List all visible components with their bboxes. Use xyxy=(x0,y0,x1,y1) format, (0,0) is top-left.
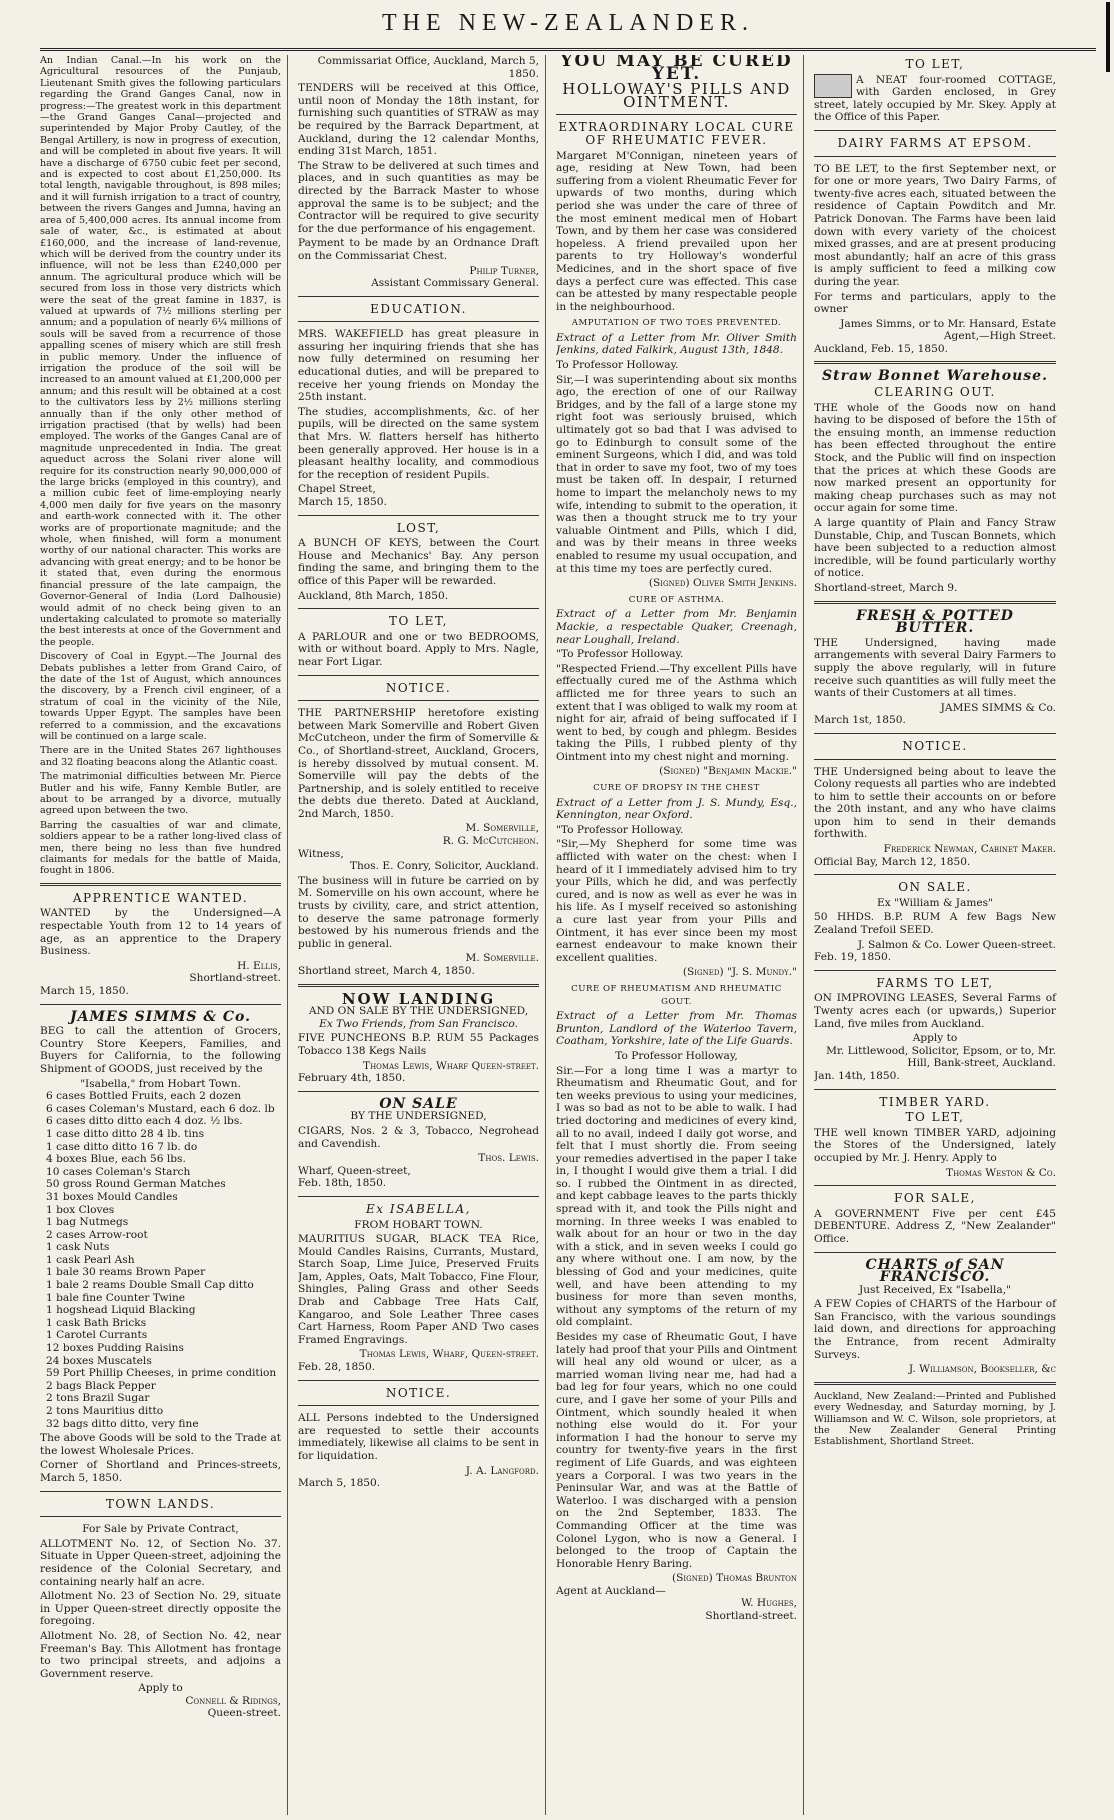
list-item: 1 bale 30 reams Brown Paper xyxy=(46,1266,206,1279)
partnership-notice-heading: NOTICE. xyxy=(385,680,452,695)
partnership-signature-3: M. Somerville. xyxy=(465,952,539,965)
bonnet-heading: Straw Bonnet Warehouse. xyxy=(822,368,1048,385)
gout-to: To Professor Holloway, xyxy=(615,1049,738,1062)
divider xyxy=(298,608,539,609)
list-item: 1 cask Bath Bricks xyxy=(46,1316,147,1329)
partnership-witness: Witness, xyxy=(298,847,344,860)
education-address: Chapel Street, xyxy=(298,483,376,496)
partnership-date: Shortland street, March 4, 1850. xyxy=(298,965,475,977)
imprint: Auckland, New Zealand:—Printed and Published every Wednesday, and Saturday morning, by J. Williamson and W. C. Wilson, sole proprietors, at the New Zealander General Printing Establishment, Shortland Street. xyxy=(814,1390,1056,1448)
asthma-subheading: Extract of a Letter from Mr. Benjamin Mackie, a respectable Quaker, Creenagh, near Loughall, Ireland. xyxy=(556,608,797,646)
divider xyxy=(814,361,1056,364)
parlour-text: A PARLOUR and one or two BEDROOMS, with or without board. Apply to Mrs. Nagle, near Fort Ligar. xyxy=(298,630,539,668)
partnership-witness-signature: Thos. E. Conry, Solicitor, Auckland. xyxy=(349,860,539,873)
timber-signature: Thomas Weston & Co. xyxy=(946,1166,1056,1179)
list-item: 1 case ditto ditto 16 7 lb. do xyxy=(46,1140,198,1153)
farms-heading: FARMS TO LET, xyxy=(876,975,994,990)
isabella-date: Feb. 28, 1850. xyxy=(298,1361,376,1374)
straw-text-2: The Straw to be delivered at such times and places, and in such quantities as may be directed by the Barrack Master to whose approval the same is to be subject; and the Contractor will be required to give security for the due performance of his engagement. xyxy=(298,159,539,235)
asthma-text: "Respected Friend.—Thy excellent Pills have effectually cured me of the Asthma which afflicted me for three years to such an extent that I was obliged to walk my room at night for air, afraid of being suffocated if I went to bed, by cough and phlegm. Besides taking the Pills, I rubbed plenty of thy Ointment into my chest night and morning. xyxy=(556,662,797,763)
butter-text: THE Undersigned, having made arrangements with several Dairy Farmers to supply the above regularly, will in future receive such quantities as will fully meet the wants of their Customers at all times. xyxy=(814,636,1056,700)
divider xyxy=(814,1382,1056,1385)
education-heading: EDUCATION. xyxy=(370,301,467,316)
bonnet-subheading: CLEARING OUT. xyxy=(874,385,996,400)
rum-sale-signature: J. Salmon & Co. Lower Queen-street. xyxy=(857,938,1056,951)
on-sale-heading: ON SALE xyxy=(379,1095,458,1112)
list-item: 2 cases Arrow-root xyxy=(46,1228,148,1241)
straw-role: Assistant Commissary General. xyxy=(371,277,539,290)
cure-text: Margaret M'Connigan, nineteen years of age, residing at New Town, had been suffering from a violent Rheumatic Fever for upwards of two months, during which period she was under the care of three of the most eminent medical men of Hobart Town, and by them her case was considered hopeless. A friend prevailed upon her parents to try Holloway's wonderful Medicines, and in the short space of five days a perfect cure was effected. This case can be attested by many respectable people in the neighbourhood. xyxy=(556,149,797,313)
columns xyxy=(40,55,1096,1815)
dropsy-text: "Sir,—My Shepherd for some time was afflicted with water on the chest: when I heard of it I immediately advised him to try your Pills, which he did, and was perfectly cured, and is now as well as ever he was in his life. As I myself received so astonishing a cure last year from your Pills and Ointment, it has ever since been my most earnest endeavour to make known their excellent qualities. xyxy=(556,838,797,964)
on-sale-text: CIGARS, Nos. 2 & 3, Tobacco, Negrohead and Cavendish. xyxy=(298,1124,539,1150)
list-item: 50 gross Round German Matches xyxy=(46,1178,226,1191)
agent-label: Agent at Auckland— xyxy=(556,1584,666,1597)
dropsy-subheading: Extract of a Letter from J. S. Mundy, Esq., Kennington, near Oxford. xyxy=(556,796,797,822)
asthma-heading: CURE OF ASTHMA. xyxy=(628,594,725,605)
butler-article: The matrimonial difficulties between Mr. Pierce Butler and his wife, Fanny Kemble Butler, are about to be arranged by a divorce, mutually agreed upon between the two. xyxy=(40,771,281,817)
cottage-heading: TO LET, xyxy=(905,57,965,71)
partnership-signature-1: M. Somerville, xyxy=(465,822,539,835)
apprentice-signature: H. Ellis, xyxy=(237,959,281,972)
town-text-3: Allotment No. 28, of Section No. 42, near Freeman's Bay. This Allotment has frontage to two principal streets, and adjoins a Government reserve. xyxy=(40,1629,281,1680)
divider xyxy=(814,874,1056,875)
amputation-text: Sir,—I was superintending about six months ago, the erection of one of our Railway Bridges, and by the fall of a large stone my right foot was seriously bruised, which ultimately got so bad that I was advised to go to Edinburgh to consult some of the eminent Surgeons, which I did, and was told that in order to save my foot, two of my toes must be taken off. In despair, I returned home to impart the melancholy news to my wife, intending to submit to the operation, it was then a thought struck me to try your valuable Ointment and Pills, which I did, and was by their means in three weeks enabled to resume my usual occupation, and at this time my toes are perfectly cured. xyxy=(556,373,797,575)
dairy-date: Auckland, Feb. 15, 1850. xyxy=(814,342,948,355)
simms-ship: "Isabella," from Hobart Town. xyxy=(80,1077,241,1090)
holloway-subheading: HOLLOWAY'S PILLS AND OINTMENT. xyxy=(562,80,791,111)
parlour-heading: TO LET, xyxy=(389,614,448,629)
amputation-signature: (Signed) Oliver Smith Jenkins. xyxy=(648,577,797,590)
charts-subheading: Just Received, Ex "Isabella," xyxy=(858,1283,1011,1296)
list-item: 1 cask Pearl Ash xyxy=(46,1253,135,1266)
divider xyxy=(298,515,539,516)
divider xyxy=(814,970,1056,971)
canal-article: An Indian Canal.—In his work on the Agricultural resources of the Punjaub, Lieutenant Smith gives the following particulars regarding the Grand Ganges Canal, now in progress:—The greatest work in this department—the Grand Ganges Canal—projected and superintended by Major Proby Cautley, of the Bengal Artillery, is now in progress of execution, and will be completed in about five years. It will have a discharge of 6750 cubic feet per second, and is expected to cost about £1,250,000. Its total length, navigable throughout, is 898 miles; and it will furnish irrigation to a tract of country, between the rivers Ganges and Jumna, having an area of 5,400,000 acres. Its annual income from sale of water, &c., is estimated at about £160,000, and the increase of land-revenue, which will be derived from the country under its influence, will not be less than £240,000 per annum. The agricultural produce which will be secured from loss in those very districts which were the seat of the great famine in 1837, is valued at upwards of 7½ millions sterling per annum; and a population of nearly 6¼ millions of souls will be saved from a recurrence of those appalling scenes of misery which are still fresh in public memory. Under the influence of irrigation the produce of the soil will be increased to an amount valued at £1,200,000 per annum; and this result will be obtained at a cost to the cultivators less by 2½ millions sterling annually than if the only other method of irrigation practised (that by wells) had been employed. The works of the Ganges Canal are of magnitude unprecedented in India. The great aqueduct across the Solani river alone will require for its construction nearly 90,000,000 of the large bricks (employed in this country), and a million cubic feet of lime-employing nearly 4,000 men daily for five years on the masonry and earth-work connected with it. The other works are of proportionate magnitude; and the whole, when finished, will form a monument worthy of our national character. This works are advancing with great energy; and to be honor be it stated that, even during the enormous financial pressure of the late campaign, the Governor-General of India (Lord Dalhousie) would admit of no check being given to an undertaking calculated to promote so materially the best interests at once of the Government and the people. xyxy=(40,55,281,648)
notice-2-heading: NOTICE. xyxy=(385,1385,452,1400)
list-item: 32 bags ditto ditto, very fine xyxy=(46,1417,199,1430)
column-3 xyxy=(556,55,804,1815)
on-sale-address: Wharf, Queen-street, xyxy=(298,1164,411,1177)
divider xyxy=(40,1491,281,1492)
on-sale-subheading: BY THE UNDERSIGNED, xyxy=(350,1110,487,1123)
simms-heading: JAMES SIMMS & Co. xyxy=(70,1008,251,1025)
landing-heading: NOW LANDING xyxy=(341,989,496,1008)
agent-name: W. Hughes, xyxy=(741,1597,797,1610)
apprentice-date: March 15, 1850. xyxy=(40,985,129,997)
debenture-text: A GOVERNMENT Five per cent £45 DEBENTURE. Address Z, "New Zealander" Office. xyxy=(814,1207,1056,1245)
cure-heading: EXTRAORDINARY LOCAL CURE OF RHEUMATIC FEVER. xyxy=(558,120,795,147)
divider xyxy=(814,1252,1056,1253)
amputation-heading: AMPUTATION OF TWO TOES PREVENTED. xyxy=(571,318,782,329)
town-text-1: ALLOTMENT No. 12, of Section No. 37. Situate in Upper Queen-street, adjoining the residence of the Colonial Secretary, and containing nearly half an acre. xyxy=(40,1537,281,1588)
landing-signature: Thomas Lewis, Wharf Queen-street. xyxy=(363,1059,539,1072)
dropsy-to: "To Professor Holloway. xyxy=(556,823,684,836)
town-signature: Connell & Ridings, xyxy=(185,1694,281,1707)
list-item: 24 boxes Muscatels xyxy=(46,1354,152,1367)
divider xyxy=(814,733,1056,734)
edge-bar xyxy=(1106,2,1110,72)
town-heading: TOWN LANDS. xyxy=(105,1496,216,1511)
on-sale-date: Feb. 18th, 1850. xyxy=(298,1177,387,1190)
farms-date: Jan. 14th, 1850. xyxy=(814,1069,900,1082)
list-item: 1 cask Nuts xyxy=(46,1241,110,1254)
town-apply: Apply to xyxy=(138,1682,183,1695)
asthma-signature: (Signed) "Benjamin Mackie." xyxy=(659,765,797,778)
gout-text: Sir.—For a long time I was a martyr to Rheumatism and Rheumatic Gout, and for ten weeks previous to using your medicines, I was so bad as not to be able to walk. I had tried doctoring and medicines of every kind, all to no avail, indeed I daily got worse, and felt that I must shortly die. From seeing your remedies advertised in the paper I take in, I thought I would give them a trial. I did so. I rubbed the Ointment in as directed, and kept cabbage leaves to the parts thickly spread with it, and took the Pills night and morning. In three weeks I was enabled to walk about for an hour or two in the day with a stick, and in seven weeks I could go any where without one. I am now, by the blessing of God and your medicines, quite well, and have been attending to my business for more than seven months, without any symptoms of the return of my old complaint. xyxy=(556,1064,797,1329)
straw-text: TENDERS will be received at this Office, until noon of Monday the 18th instant, for furnishing such quantities of STRAW as may be required by the Barrack Department, at Auckland, during the 12 calendar Months, ending 31st March, 1851. xyxy=(298,82,539,158)
newman-signature: Frederick Newman, Cabinet Maker. xyxy=(883,843,1056,856)
farms-text: ON IMPROVING LEASES, Several Farms of Twenty acres each (or upwards,) Superior Land, five miles from Auckland. xyxy=(814,992,1056,1030)
on-sale-signature: Thos. Lewis. xyxy=(478,1152,539,1165)
holloway-heading: YOU MAY BE CURED YET. xyxy=(560,55,793,84)
simms-intro: BEG to call the attention of Grocers, Country Store Keepers, Families, and Buyers for California, to the following Shipment of GOODS, just received by the xyxy=(40,1025,281,1075)
amputation-to: To Professor Holloway. xyxy=(556,359,679,372)
divider xyxy=(814,156,1056,157)
bonnet-date: Shortland-street, March 9. xyxy=(814,581,958,594)
dropsy-heading: CURE OF DROPSY IN THE CHEST xyxy=(593,783,760,794)
apprentice-place: Shortland-street. xyxy=(189,972,281,985)
gout-signature: (Signed) Thomas Brunton xyxy=(671,1572,797,1585)
farms-apply: Apply to xyxy=(912,1032,958,1045)
divider xyxy=(298,675,539,676)
straw-office: Commissariat Office, Auckland, March 5, 1850. xyxy=(317,55,539,80)
list-item: 1 bale 2 reams Double Small Cap ditto xyxy=(46,1279,254,1292)
landing-text: FIVE PUNCHEONS B.P. RUM 55 Packages Tobacco 138 Kegs Nails xyxy=(298,1032,539,1057)
list-item: 6 cases Bottled Fruits, each 2 dozen xyxy=(46,1090,242,1103)
divider xyxy=(814,130,1056,131)
apprentice-text: WANTED by the Undersigned—A respectable Youth from 12 to 14 years of age, as an apprentice to the Drapery Business. xyxy=(40,907,281,958)
landing-ship: Ex Two Friends, from San Francisco. xyxy=(319,1017,518,1030)
divider xyxy=(40,1516,281,1517)
partnership-text-2: The business will in future be carried on by M. Somerville on his own account, where he trusts by civility, care, and strict attention, to deserve the same patronage formerly bestowed by his numerous friends and the public in general. xyxy=(298,874,539,950)
isabella-text: MAURITIUS SUGAR, BLACK TEA Rice, Mould Candles Raisins, Currants, Mustard, Starch Soap, Lime Juice, Preserved Fruits Jam, Apples, Oats, Malt Tobacco, Fine Flour, Shingles, Paling Grass and other Seeds Drab and Cabbage Tree Hats Calf, Kangaroo, and Sole Leather Three cases Cart Harness, Room Paper AND Two cases Framed Engravings. xyxy=(298,1233,539,1346)
education-date: March 15, 1850. xyxy=(298,496,387,508)
list-item: 12 boxes Pudding Raisins xyxy=(46,1342,184,1355)
town-text-2: Allotment No. 23 of Section No. 29, situate in Upper Queen-street directly opposite the foregoing. xyxy=(40,1590,281,1628)
lost-heading: LOST, xyxy=(396,520,441,535)
butter-signature: JAMES SIMMS & Co. xyxy=(940,701,1056,714)
list-item: 31 boxes Mould Candles xyxy=(46,1190,178,1203)
newman-notice-text: THE Undersigned being about to leave the Colony requests all parties who are indebted to him to settle their accounts on or before the 20th instant, and any who have claims upon him to send in their demands forthwith. xyxy=(814,765,1056,841)
list-item: 1 bale fine Counter Twine xyxy=(46,1291,186,1304)
gout-heading: CURE OF RHEUMATISM AND RHEUMATIC GOUT. xyxy=(571,983,782,1007)
divider xyxy=(298,1196,539,1197)
landing-subheading: AND ON SALE BY THE UNDERSIGNED, xyxy=(308,1005,529,1018)
debenture-heading: FOR SALE, xyxy=(894,1191,976,1206)
partnership-text: THE PARTNERSHIP heretofore existing between Mark Somerville and Robert Given McCutcheon, under the firm of Somerville & Co., of Shortland-street, Auckland, Grocers, is hereby dissolved by mutual consent. M. Somerville will pay the debts of the Partnership, and is solely entitled to receive the debts due thereto. Dated at Auckland, 2nd March, 1850. xyxy=(298,707,539,820)
straw-text-3: Payment to be made by an Ordnance Draft on the Commissariat Chest. xyxy=(298,237,539,262)
column-1 xyxy=(40,55,288,1815)
divider xyxy=(298,1380,539,1381)
list-item: 2 tons Brazil Sugar xyxy=(46,1392,150,1405)
simms-items-list xyxy=(40,1090,281,1430)
timber-subheading: TO LET, xyxy=(905,1110,965,1125)
divider xyxy=(298,1405,539,1406)
charts-heading: CHARTS of SAN FRANCISCO. xyxy=(865,1256,1005,1286)
apprentice-heading: APPRENTICE WANTED. xyxy=(72,890,249,905)
divider xyxy=(298,321,539,322)
divider xyxy=(814,759,1056,760)
town-place: Queen-street. xyxy=(207,1707,281,1720)
dropsy-signature: (Signed) "J. S. Mundy." xyxy=(682,966,797,979)
timber-heading: TIMBER YARD. xyxy=(879,1094,991,1109)
divider xyxy=(814,1089,1056,1090)
rum-sale-heading: ON SALE. xyxy=(898,880,972,895)
divider xyxy=(298,700,539,701)
education-text-2: The studies, accomplishments, &c. of her pupils, will be directed on the same system that Mrs. W. flatters herself has hitherto been generally approved. Her house is in a pleasant healthy locality, and commodious for the reception of resident Pupils. xyxy=(298,405,539,481)
dairy-text: TO BE LET, to the first September next, or for one or more years, Two Dairy Farms, of twenty-five acres each, situated between the residence of Captain Powditch and Mr. Patrick Donovan. The Farms have been laid down with every variety of the choicest mixed grasses, and are at present producing most abundantly; half an acre of this grass is amply sufficient to feed a milking cow during the year. xyxy=(814,162,1056,288)
bonnet-text-2: A large quantity of Plain and Fancy Straw Dunstable, Chip, and Tuscan Bonnets, which have been subjected to a reduction almost incredible, will be found particularly worthy of notice. xyxy=(814,517,1056,580)
landing-date: February 4th, 1850. xyxy=(298,1072,406,1085)
farms-signature: Mr. Littlewood, Solicitor, Epsom, or to, Mr. Hill, Bank-street, Auckland. xyxy=(826,1044,1056,1070)
lost-text: A BUNCH OF KEYS, between the Court House and Mechanics' Bay. Any person finding the same, and bringing them to the office of this Paper will be rewarded. xyxy=(298,537,539,587)
isabella-signature: Thomas Lewis, Wharf, Queen-street. xyxy=(359,1348,539,1361)
list-item: 1 hogshead Liquid Blacking xyxy=(46,1304,196,1317)
gout-subheading: Extract of a Letter from Mr. Thomas Brunton, Landlord of the Waterloo Tavern, Coatham, Yorkshire, late of the Life Guards. xyxy=(556,1010,797,1048)
education-text: MRS. WAKEFIELD has great pleasure in assuring her inquiring friends that she has now fully determined on resuming her educational duties, and will be prepared to receive her young friends on Monday the 25th instant. xyxy=(298,328,539,404)
rum-sale-date: Feb. 19, 1850. xyxy=(814,951,892,964)
divider xyxy=(40,883,281,886)
masthead: THE NEW-ZEALANDER. xyxy=(40,0,1096,51)
isabella-subheading: FROM HOBART TOWN. xyxy=(354,1218,483,1231)
divider xyxy=(298,984,539,987)
list-item: 1 bag Nutmegs xyxy=(46,1216,129,1229)
bonnet-text: THE whole of the Goods now on hand having to be disposed of before the 15th of the ensuing month, an immense reduction has been effected throughout the entire Stock, and the Public will find on inspection that the prices at which these Goods are now marked present an opportunity for making cheap purchases such as may not occur again for some time. xyxy=(814,401,1056,515)
newman-notice-heading: NOTICE. xyxy=(902,738,968,753)
column-2 xyxy=(298,55,546,1815)
simms-tail: The above Goods will be sold to the Trade at the lowest Wholesale Prices. xyxy=(40,1432,281,1457)
divider xyxy=(814,1185,1056,1186)
notice-2-text: ALL Persons indebted to the Undersigned are requested to settle their accounts immediately, likewise all claims to be sent in for liquidation. xyxy=(298,1412,539,1462)
divider xyxy=(556,114,797,115)
dairy-signature: James Simms, or to Mr. Hansard, Estate Agent,—High Street. xyxy=(840,317,1056,343)
butter-date: March 1st, 1850. xyxy=(814,714,906,727)
cottage-ad xyxy=(814,74,1056,124)
cottage-text: A NEAT four-roomed COTTAGE, with Garden enclosed, in Grey street, lately occupied by Mr. Skey. Apply at the Office of this Paper. xyxy=(814,73,1056,124)
list-item: 1 Carotel Currants xyxy=(46,1329,148,1342)
list-item: 59 Port Phillip Cheeses, in prime condition xyxy=(46,1367,277,1380)
town-subheading: For Sale by Private Contract, xyxy=(82,1523,239,1536)
notice-2-date: March 5, 1850. xyxy=(298,1477,381,1490)
dairy-heading: DAIRY FARMS AT EPSOM. xyxy=(837,135,1033,150)
partnership-signature-2: R. G. McCutcheon. xyxy=(442,835,539,848)
list-item: 2 bags Black Pepper xyxy=(46,1379,156,1392)
butter-heading: FRESH & POTTED BUTTER. xyxy=(856,607,1014,637)
isabella-heading: Ex ISABELLA, xyxy=(366,1201,471,1216)
list-item: 4 boxes Blue, each 56 lbs. xyxy=(46,1153,186,1166)
rum-sale-text: 50 HHDS. B.P. RUM A few Bags New Zealand Trefoil SEED. xyxy=(814,911,1056,937)
house-icon xyxy=(814,74,852,98)
charts-text: A FEW Copies of CHARTS of the Harbour of San Francisco, with the various soundings laid down, and directions for approaching the Entrance, from recent Admiralty Surveys. xyxy=(814,1298,1056,1361)
gout-text-2: Besides my case of Rheumatic Gout, I have lately had proof that your Pills and Ointment will heal any old wound or ulcer, as a married woman living near me, had had a bad leg for four years, which no one could cure, and I gave her some of your Pills and Ointment, which soundly healed it when nothing else would do it. For your information I had the honour to serve my country for twenty-five years in the first regiment of Life Guards, and was eighteen years a Corporal. I was two years in the Peninsular War, and was at the Battle of Waterloo. I was discharged with a pension on the 2nd September, 1833. The Commanding Officer at the time was Colonel Lygon, who is now a General. I belonged to the troop of Captain the Honorable Henry Baring. xyxy=(556,1331,797,1570)
maida-article: Barring the casualties of war and climate, soldiers appear to be a rather long-lived class of men, there being no less than five hundred claimants for medals for the battle of Maida, fought in 1806. xyxy=(40,819,281,877)
notice-2-signature: J. A. Langford. xyxy=(465,1464,539,1477)
list-item: 6 cases ditto ditto each 4 doz. ½ lbs. xyxy=(46,1115,243,1128)
divider xyxy=(814,601,1056,604)
lighthouse-article: There are in the United States 267 lighthouses and 32 floating beacons along the Atlantic coast. xyxy=(40,745,281,768)
asthma-to: "To Professor Holloway. xyxy=(556,648,684,661)
simms-address: Corner of Shortland and Princes-streets, March 5, 1850. xyxy=(40,1459,281,1484)
charts-signature: J. Williamson, Bookseller, &c xyxy=(908,1363,1056,1376)
timber-text: THE well known TIMBER YARD, adjoining the Stores of the Undersigned, lately occupied by Mr. J. Henry. Apply to xyxy=(814,1126,1056,1164)
dairy-text-2: For terms and particulars, apply to the owner xyxy=(814,290,1056,316)
newman-date: Official Bay, March 12, 1850. xyxy=(814,855,971,868)
list-item: 6 cases Coleman's Mustard, each 6 doz. lb xyxy=(46,1102,275,1115)
agent-place: Shortland-street. xyxy=(705,1610,797,1623)
lost-date: Auckland, 8th March, 1850. xyxy=(298,589,449,602)
straw-signature: Philip Turner, xyxy=(469,264,539,277)
divider xyxy=(40,1004,281,1005)
list-item: 1 box Cloves xyxy=(46,1203,115,1216)
list-item: 2 tons Mauritius ditto xyxy=(46,1405,164,1417)
column-4 xyxy=(814,55,1062,1815)
coal-article: Discovery of Coal in Egypt.—The Journal des Debats publishes a letter from Grand Cairo, of the date of the 1st of August, which announces the discovery, by a French civil engineer, of a stratum of coal in the vicinity of the Nile, towards Upper Egypt. The samples have been referred to a commission, and the excavations will be continued on a large scale. xyxy=(40,651,281,742)
list-item: 1 case ditto ditto 28 4 lb. tins xyxy=(46,1127,205,1140)
rum-sale-ship: Ex "William & James" xyxy=(877,896,993,909)
divider xyxy=(298,1091,539,1092)
list-item: 10 cases Coleman's Starch xyxy=(46,1165,191,1178)
divider xyxy=(298,296,539,297)
amputation-subheading: Extract of a Letter from Mr. Oliver Smith Jenkins, dated Falkirk, August 13th, 1848. xyxy=(556,331,797,357)
